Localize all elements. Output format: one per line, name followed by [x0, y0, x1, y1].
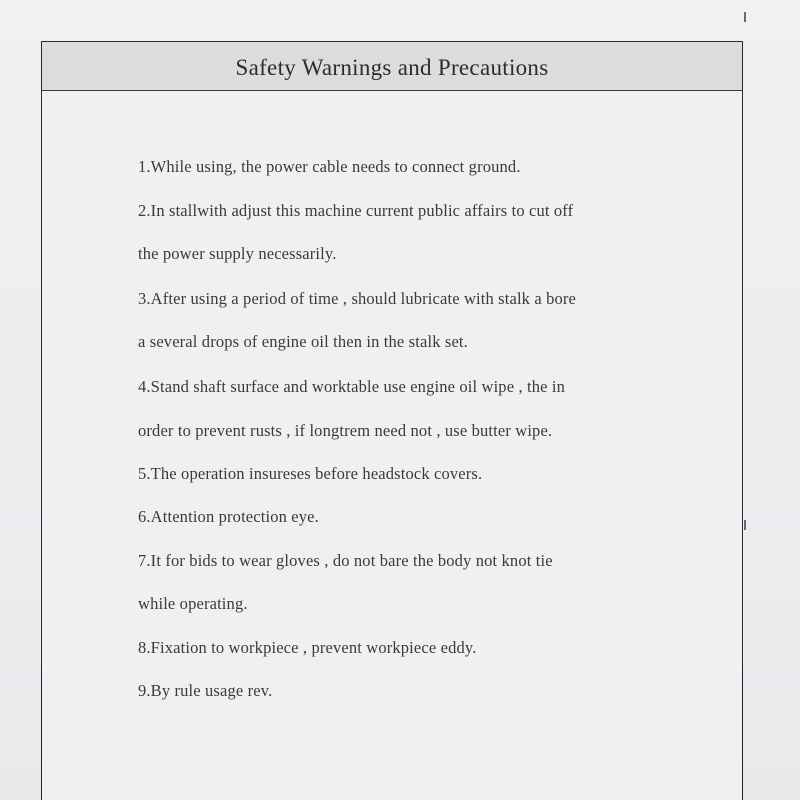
page-edge-mark: [744, 12, 746, 22]
warning-line: order to prevent rusts , if longtrem need not , use butter wipe.: [138, 421, 553, 440]
warnings-frame: [41, 41, 743, 800]
warning-line: 2.In stallwith adjust this machine current public affairs to cut off: [138, 201, 574, 220]
warning-line: 6.Attention protection eye.: [138, 507, 319, 526]
warning-line: the power supply necessarily.: [138, 244, 337, 263]
page-title: Safety Warnings and Precautions: [235, 55, 549, 80]
warning-line: 1.While using, the power cable needs to connect ground.: [138, 157, 521, 176]
warning-line: 9.By rule usage rev.: [138, 681, 273, 700]
warning-line: 8.Fixation to workpiece , prevent workpiece eddy.: [138, 638, 477, 657]
warning-line: 4.Stand shaft surface and worktable use engine oil wipe , the in: [138, 377, 566, 396]
title-band: [42, 42, 742, 91]
page-edge-mark: [744, 520, 746, 530]
warning-line: 3.After using a period of time , should lubricate with stalk a bore: [138, 289, 577, 308]
warning-line: 7.It for bids to wear gloves , do not bare the body not knot tie: [138, 551, 553, 570]
warning-line: while operating.: [138, 594, 248, 613]
warning-line: 5.The operation insureses before headstock covers.: [138, 464, 483, 483]
warning-line: a several drops of engine oil then in the stalk set.: [138, 332, 468, 351]
